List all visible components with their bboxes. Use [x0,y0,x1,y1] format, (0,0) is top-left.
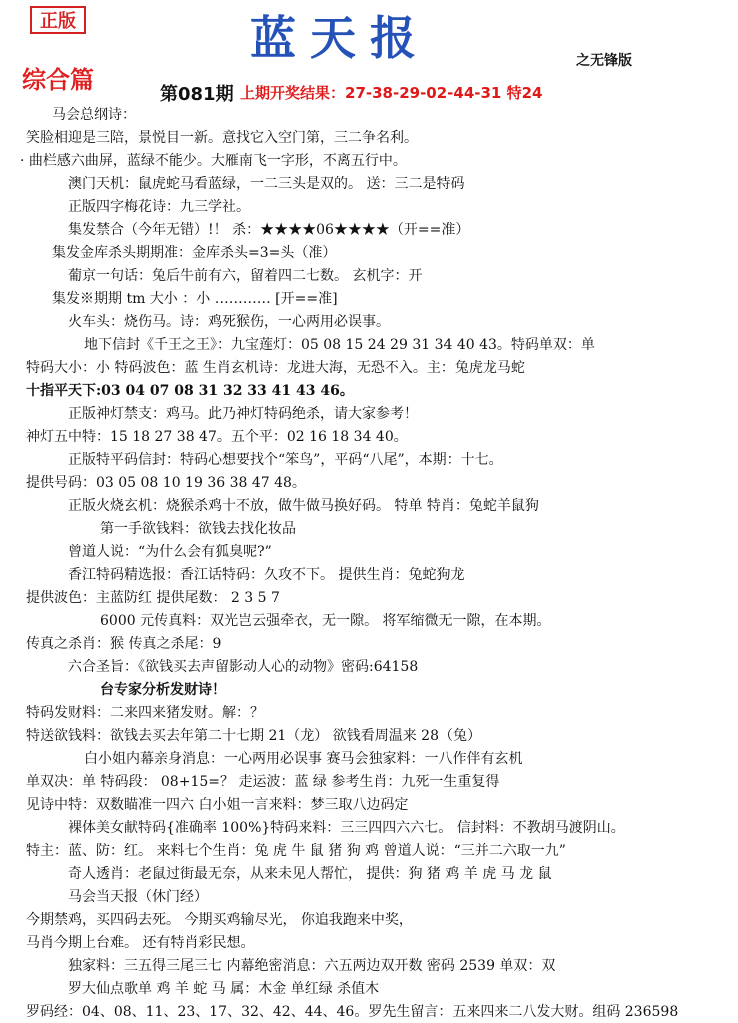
text-line: 奇人透肖：老鼠过街最无奈，从来未见人帮忙， 提供：狗 猪 鸡 羊 虎 马 龙 鼠 [68,866,552,882]
text-line: 笑脸相迎是三陪，景悦目一新。意找它入空门第，三二争名利。 [26,130,418,146]
text-line: 马会总纲诗： [52,107,136,123]
text-line: 六合圣旨：《欲钱买去声留影动人心的动物》密码:64158 [68,659,419,675]
section-title: 综合篇 [22,66,94,94]
text-line: 单双决：单 特码段： 08+15=？ 走运波：蓝 绿 参考生肖：九死一生重复得 [26,774,500,790]
text-line: 神灯五中特：15 18 27 38 47。五个平：02 16 18 34 40。 [26,429,408,445]
edition-label: 之无锋版 [576,53,632,69]
masthead-title: 蓝天报 [250,11,430,65]
text-line: 特码大小：小 特码波色：蓝 生肖玄机诗：龙进大海，无恐不入。主：兔虎龙马蛇 [26,360,525,376]
text-line: 地下信封《千王之王》：九宝莲灯：05 08 15 24 29 31 34 40 43。特码单双：单 [84,337,595,353]
text-line: 曾道人说：“为什么会有狐臭呢?” [68,544,272,560]
text-line: 今期禁鸡，买四码去死。 今期买鸡输尽光， 你追我跑来中奖， [26,912,413,928]
text-line: 正版特平码信封：特码心想要找个“笨鸟”，平码“八尾”，本期：十七。 [68,452,503,468]
last-draw-result: 上期开奖结果：27-38-29-02-44-31 特24 [240,84,543,102]
text-line: 第一手欲钱料：欲钱去找化妆品 [100,521,296,537]
text-line: 白小姐内幕亲身消息：一心两用必误事 赛马会独家料：一八作伴有玄机 [84,751,523,767]
text-line: 马会当天报（休门经） [68,889,208,905]
genuine-badge: 正版 [30,6,86,34]
text-line: 特码发财料：二来四来猪发财。解：？ [26,705,264,721]
text-line: 正版火烧玄机：烧猴杀鸡十不放，做牛做马换好码。 特单 特肖：兔蛇羊鼠狗 [68,498,539,514]
text-line: 罗大仙点歌单 鸡 羊 蛇 马 属：木金 单红绿 杀值木 [68,981,380,997]
text-line: 特主：蓝、防：红。 来料七个生肖：兔 虎 牛 鼠 猪 狗 鸡 曾道人说：“三并二六取一九” [26,843,566,859]
text-line: 6000 元传真料：双光岂云强牵衣，无一隙。 将军缩微无一隙，在本期。 [100,613,551,629]
text-line: · 曲栏感六曲屏，蓝绿不能少。大雁南飞一字形，不离五行中。 [20,153,407,169]
text-line: 正版神灯禁支：鸡马。此乃神灯特码绝杀，请大家参考！ [68,406,418,422]
text-line: 马肖今期上台难。 还有特肖彩民想。 [26,935,255,951]
text-line: 见诗中特：双数瞄准一四六 白小姐一言来料：梦三取八边码定 [26,797,409,813]
text-line: 台专家分析发财诗！ [100,682,226,698]
text-line: 正版四字梅花诗：九三学社。 [68,199,250,215]
text-line: 罗码经：04、08、11、23、17、32、42、44、46。罗先生留言：五来四来二八发大财。组码 236598 [26,1004,679,1020]
issue-number: 第081期 [160,84,234,105]
text-line: 独家料：三五得三尾三七 内幕绝密消息：六五两边双开数 密码 2539 单双：双 [68,958,556,974]
text-line: 裸体美女献特码{准确率 100%}特码来料：三三四四六六七。 信封料：不教胡马渡阴山。 [68,820,625,836]
text-line: 集发※期期 tm 大小 ：小 ………… [开==准] [52,291,338,307]
text-line: 香江特码精选报：香江话特码：久攻不下。 提供生肖：兔蛇狗龙 [68,567,465,583]
text-line: 传真之杀肖：猴 传真之杀尾：9 [26,636,222,652]
text-line: 提供号码：03 05 08 10 19 36 38 47 48。 [26,475,306,491]
text-line: 提供波色：主蓝防红 提供尾数： 2 3 5 7 [26,590,280,606]
text-line: 特送欲钱料：欲钱去买去年第二十七期 21（龙） 欲钱看周温来 28（兔） [26,728,481,744]
text-line: 葡京一句话：兔后牛前有六，留着四二七数。 玄机字：开 [68,268,423,284]
text-line: 澳门天机：鼠虎蛇马看蓝绿，一二三头是双的。 送：三二是特码 [68,176,465,192]
text-line: 集发禁合（今年无错）!！ 杀：★★★★06★★★★（开==准） [68,222,470,238]
text-line: 集发金库杀头期期准：金库杀头=3=头（准） [52,245,337,261]
text-line: 十指平天下:03 04 07 08 31 32 33 41 43 46。 [26,383,354,399]
text-line: 火车头：烧伤马。诗：鸡死猴伤，一心两用必误事。 [68,314,390,330]
